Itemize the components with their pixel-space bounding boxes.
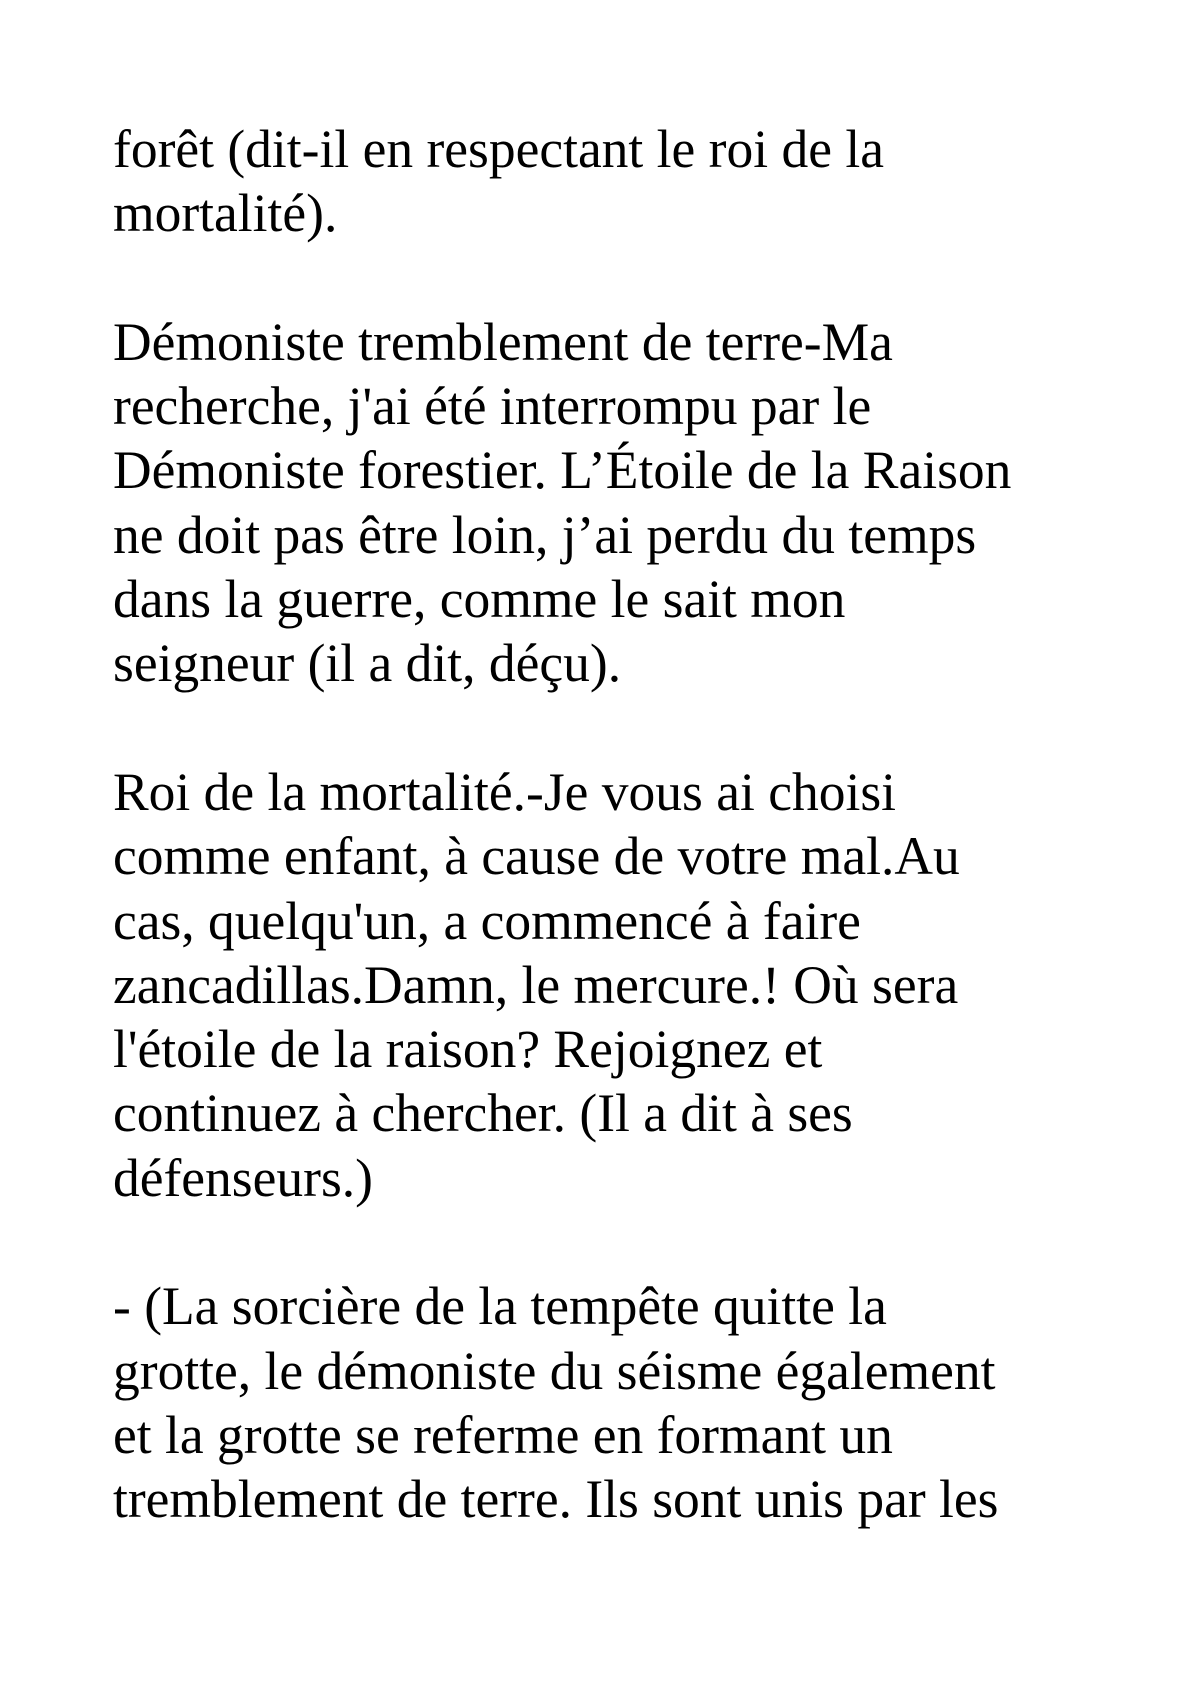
text-line: tremblement de terre. Ils sont unis par les: [113, 1469, 999, 1530]
text-line: ne doit pas être loin, j’ai perdu du temps: [113, 504, 977, 565]
text-line: - (La sorcière de la tempête quitte la: [113, 1276, 887, 1337]
text-line: continuez à chercher. (Il a dit à ses: [113, 1083, 853, 1144]
paragraph-gap: [113, 246, 1113, 310]
text-line: grotte, le démoniste du séisme également: [113, 1340, 996, 1401]
text-line: l'étoile de la raison? Rejoignez et: [113, 1019, 823, 1080]
text-line: Démoniste tremblement de terre-Ma: [113, 311, 893, 372]
paragraph: [113, 760, 1113, 1210]
paragraph: [113, 310, 1113, 696]
text-line: défenseurs.): [113, 1147, 373, 1208]
text-line: cas, quelqu'un, a commencé à faire: [113, 890, 861, 951]
text-line: forêt (dit-il en respectant le roi de la: [113, 119, 884, 179]
text-line: recherche, j'ai été interrompu par le: [113, 376, 872, 437]
text-line: Démoniste forestier. L’Étoile de la Raison: [113, 440, 1012, 501]
text-line: Roi de la mortalité.-Je vous ai choisi: [113, 761, 897, 822]
text-line: mortalité).: [113, 183, 338, 244]
text-line: et la grotte se referme en formant un: [113, 1404, 893, 1465]
paragraph-gap: [113, 696, 1113, 760]
text-line: comme enfant, à cause de votre mal.Au: [113, 826, 960, 887]
paragraph: [113, 117, 1113, 246]
text-line: dans la guerre, comme le sait mon: [113, 569, 846, 630]
paragraph-gap: [113, 1210, 1113, 1274]
text-line: zancadillas.Damn, le mercure.! Où sera: [113, 954, 959, 1015]
paragraph: [113, 1274, 1113, 1531]
body-text: [113, 117, 1113, 1532]
text-line: seigneur (il a dit, déçu).: [113, 633, 622, 694]
